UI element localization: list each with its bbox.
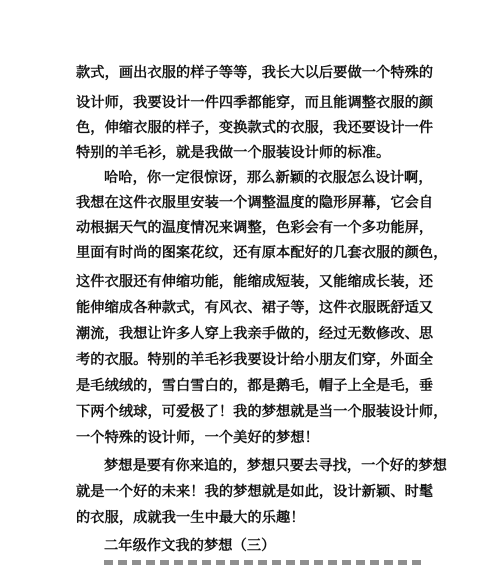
text-line: 设计师，我要设计一件四季都能穿，而且能调整衣服的颜 (76, 95, 434, 111)
text-line: 的衣服，成就我一生中最大的乐趣！ (76, 510, 305, 526)
text-line: 款式，画出衣服的样子等等，我长大以后要做一个特殊的 (76, 65, 434, 81)
text-line: 我想在这件衣服里安装一个调整温度的隐形屏幕，它会自 (76, 195, 434, 211)
text-line: 能伸缩成各种款式，有风衣、裙子等，这件衣服既舒适又 (76, 300, 434, 316)
text-line: 潮流，我想让许多人穿上我亲手做的，经过无数修改、思 (76, 326, 434, 342)
section-heading: 二年级作文我的梦想（三） (104, 538, 276, 554)
text-line: 梦想是要有你来追的，梦想只要去寻找，一个好的梦想 (104, 458, 447, 474)
text-line: 考的衣服。特别的羊毛衫我要设计给小朋友们穿，外面全 (76, 352, 434, 368)
text-line: 特别的羊毛衫，就是我做一个服装设计师的标准。 (76, 145, 391, 161)
cropped-text-fragment (104, 560, 424, 565)
cropped-next-line (0, 558, 500, 565)
text-line: 下两个绒球，可爱极了！我的梦想就是当一个服装设计师， (76, 404, 448, 420)
text-line: 哈哈，你一定很惊讶，那么新颖的衣服怎么设计啊， (104, 170, 433, 186)
text-line: 一个特殊的设计师，一个美好的梦想！ (76, 430, 319, 446)
text-line: 就是一个好的未来！我的梦想就是如此，设计新颖、时髦 (76, 484, 434, 500)
text-line: 动根据天气的温度情况来调整，色彩会有一个多功能屏， (76, 220, 434, 236)
text-line: 这件衣服还有伸缩功能，能缩成短装，又能缩成长装，还 (76, 274, 434, 290)
text-line: 是毛绒绒的，雪白雪白的，都是鹅毛，帽子上全是毛，垂 (76, 378, 434, 394)
text-line: 里面有时尚的图案花纹，还有原本配好的几套衣服的颜色， (76, 245, 448, 261)
text-line: 色，伸缩衣服的样子，变换款式的衣服，我还要设计一件 (76, 120, 434, 136)
